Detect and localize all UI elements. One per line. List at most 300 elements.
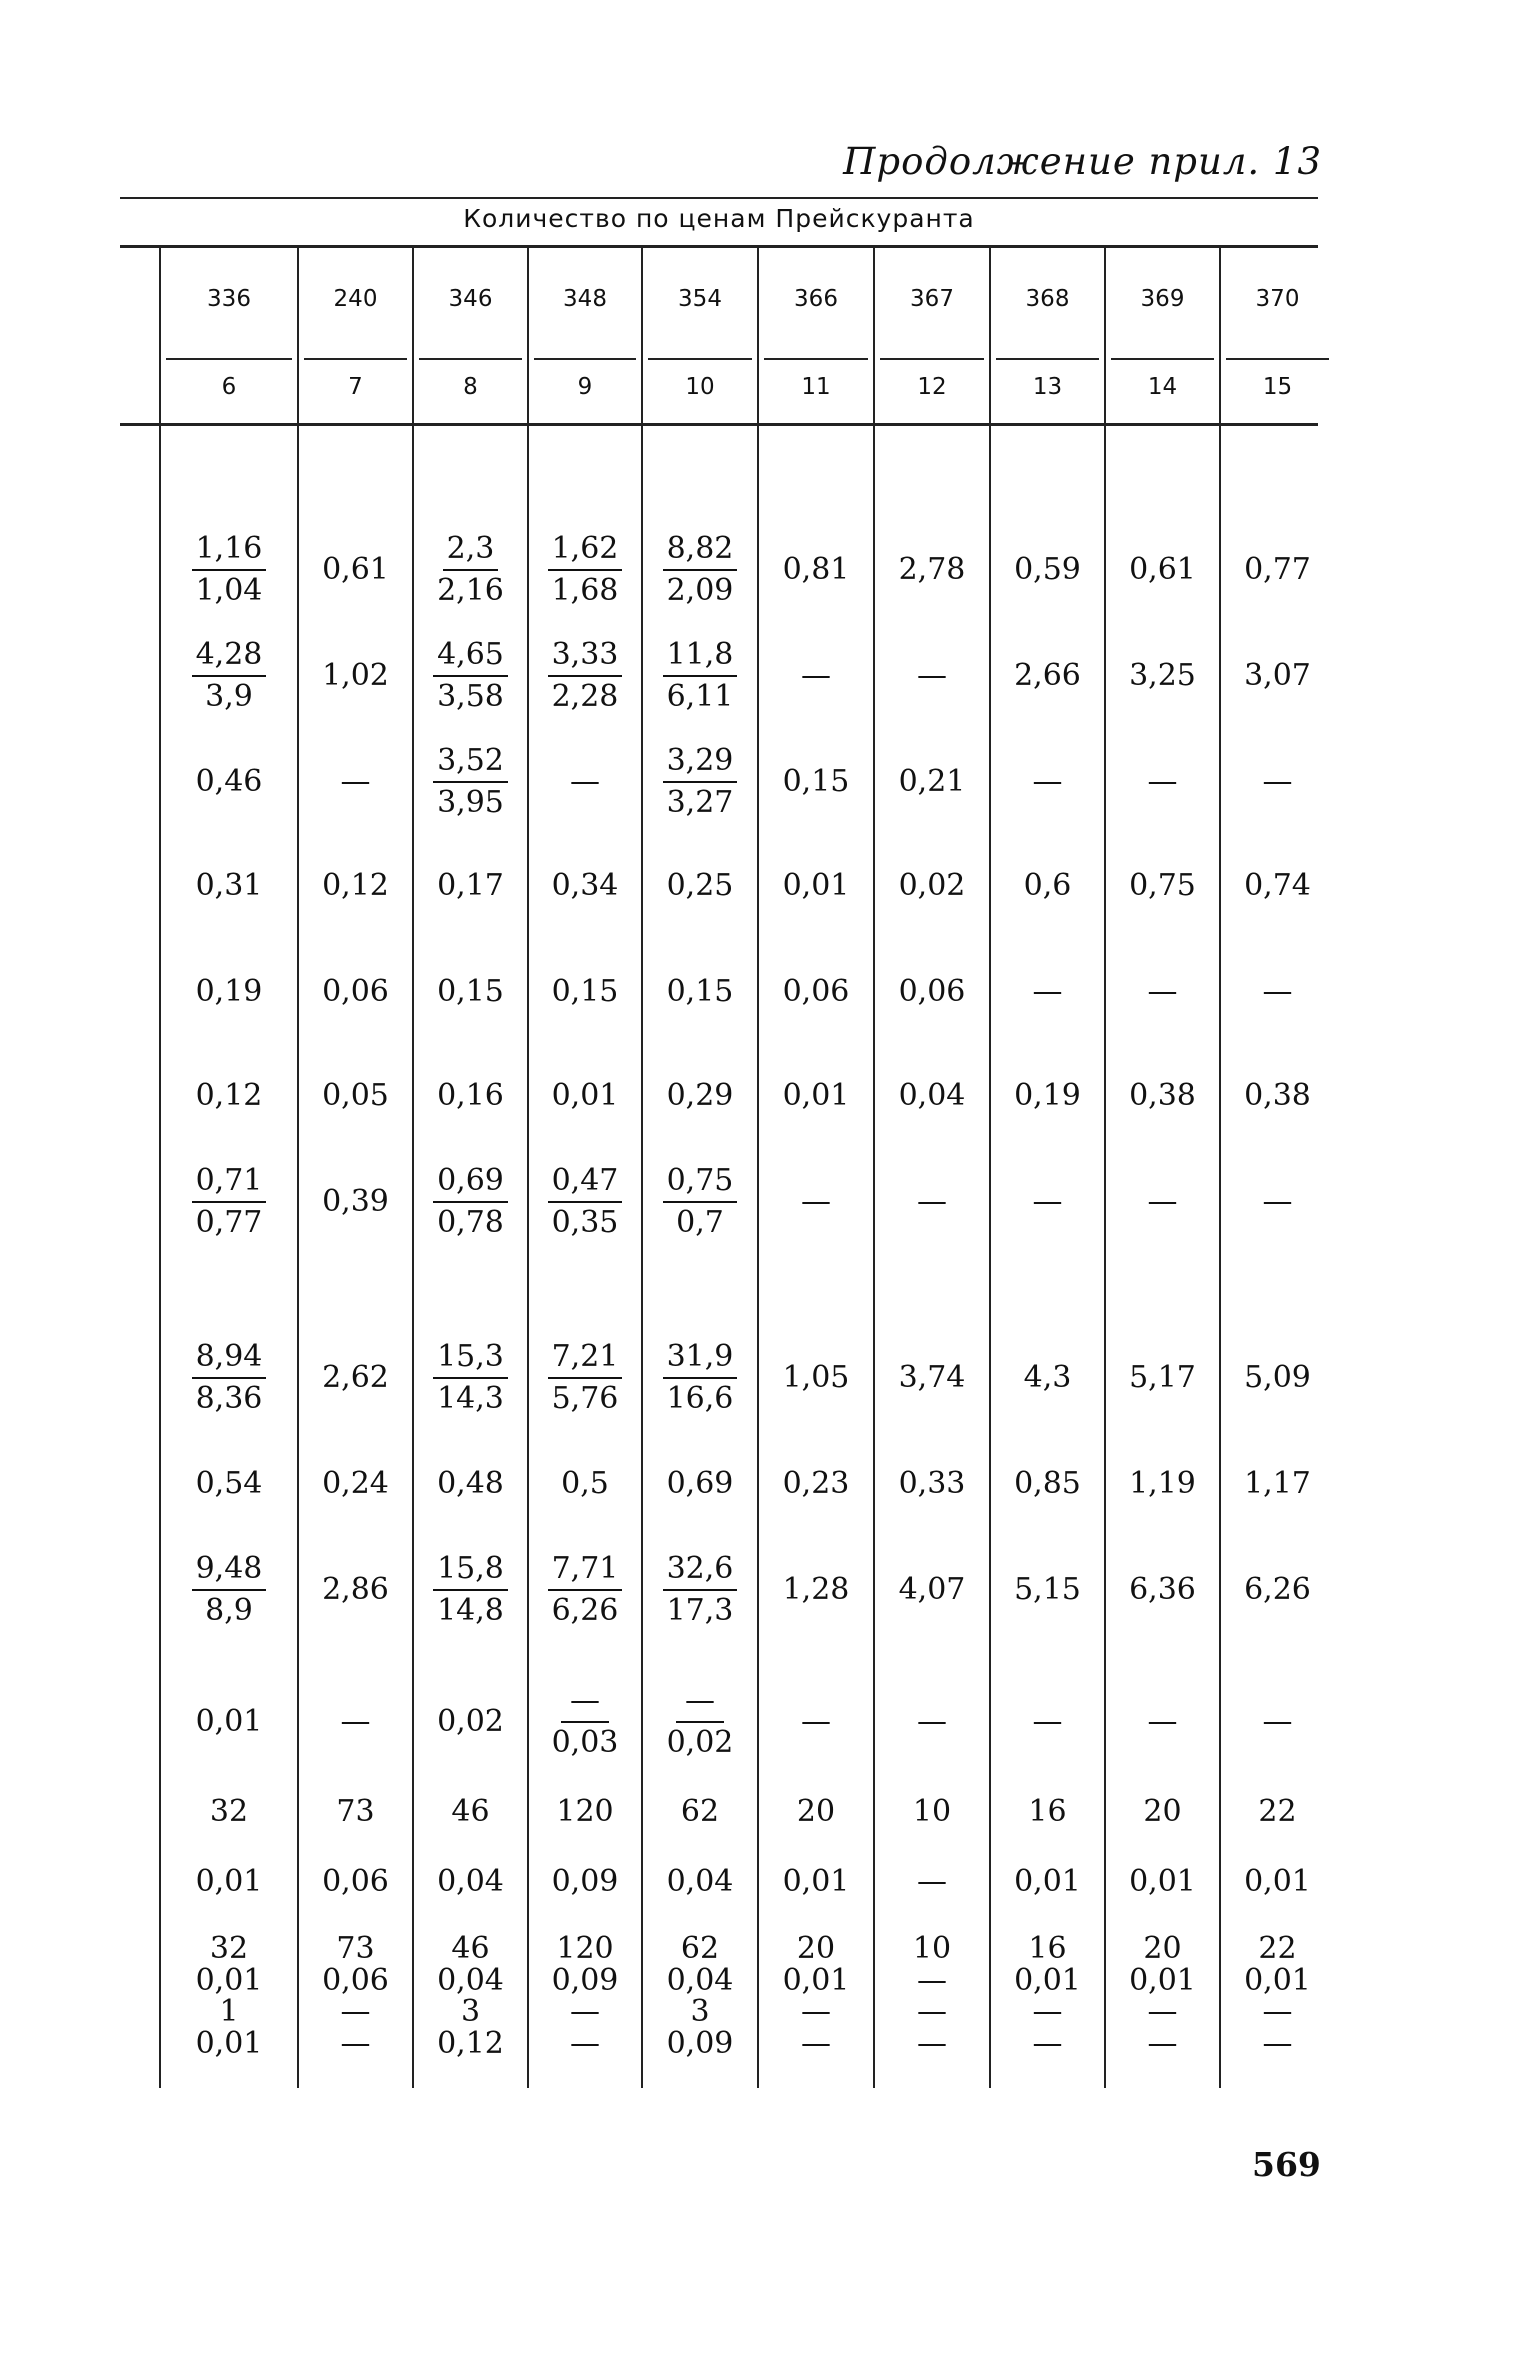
fraction-numerator: 2,3 — [443, 532, 499, 571]
cell-value: 0,81 — [782, 552, 850, 588]
fraction-value — [548, 638, 623, 713]
table-cell — [298, 1424, 413, 1544]
table-cell — [1105, 932, 1220, 1052]
table-cell — [642, 510, 758, 630]
table-cell — [990, 722, 1105, 842]
cell-value: 0,06 — [322, 974, 389, 1010]
table-cell — [528, 510, 642, 630]
table-cell — [990, 826, 1105, 946]
table-cell — [413, 826, 528, 946]
fraction-value — [433, 1552, 508, 1627]
fraction-denominator: 6,11 — [666, 679, 734, 714]
cell-line: 0,01 — [1244, 1962, 1311, 1998]
cell-line: — — [800, 1994, 831, 2029]
table-cell — [413, 1142, 528, 1262]
table-cell — [413, 932, 528, 1052]
fraction-denominator: 1,04 — [195, 573, 263, 608]
table-cell — [298, 1036, 413, 1156]
table-cell — [758, 722, 874, 842]
fraction-denominator: 3,58 — [437, 679, 504, 714]
fraction-denominator: 6,26 — [551, 1593, 619, 1628]
cell-line: 20 — [796, 1931, 836, 1966]
cell-value: 6,36 — [1129, 1572, 1196, 1608]
table-cell — [298, 616, 413, 736]
cell-value: 0,23 — [782, 1466, 850, 1502]
table-cell — [1220, 932, 1335, 1052]
fraction-value — [433, 1164, 508, 1239]
cell-value: 0,01 — [551, 1078, 619, 1114]
column-number: 8 — [463, 374, 478, 400]
table-cell — [758, 1036, 874, 1156]
table-cell — [528, 1142, 642, 1262]
table-cell — [160, 826, 298, 946]
cell-line: 0,04 — [437, 1962, 504, 1998]
table-cell — [990, 510, 1105, 630]
cell-stack — [667, 1933, 734, 2059]
table-cell — [528, 616, 642, 736]
table-cell — [298, 510, 413, 630]
cell-line: 0,06 — [322, 1962, 389, 1998]
fraction-denominator: 2,09 — [666, 573, 734, 608]
price-table — [160, 248, 1320, 2088]
cell-value: 0,39 — [322, 1184, 389, 1220]
cell-value: — — [1262, 1184, 1293, 1220]
cell-line: 3 — [690, 1994, 710, 2029]
cell-value: 0,6 — [1023, 868, 1072, 904]
fraction-numerator: 4,28 — [192, 638, 267, 677]
cell-line: — — [917, 1994, 947, 2029]
cell-value: 16 — [1028, 1794, 1067, 1830]
cell-stack — [913, 1933, 951, 2059]
table-cell — [874, 722, 990, 842]
cell-line: — — [1262, 2025, 1293, 2061]
cell-line: 0,01 — [195, 1962, 263, 1998]
cell-line: 0,09 — [666, 2025, 734, 2061]
fraction-value — [192, 638, 267, 713]
table-cell — [1220, 1142, 1335, 1262]
cell-line: — — [1147, 1994, 1178, 2029]
fraction-denominator: 0,02 — [666, 1725, 734, 1760]
fraction-numerator: 31,9 — [663, 1340, 738, 1379]
cell-value: — — [340, 764, 371, 800]
fraction-value — [548, 1684, 623, 1759]
top-rule — [120, 197, 1318, 199]
fraction-denominator: 0,77 — [195, 1205, 263, 1240]
cell-value: 0,54 — [195, 1466, 263, 1502]
table-cell — [874, 1916, 990, 2076]
cell-stack — [783, 1933, 850, 2059]
cell-value: — — [1032, 974, 1063, 1010]
table-cell — [160, 1142, 298, 1262]
cell-value: — — [1262, 764, 1293, 800]
table-cell — [758, 932, 874, 1052]
cell-value: — — [1147, 1184, 1178, 1220]
table-cell — [758, 616, 874, 736]
table-cell — [758, 1916, 874, 2076]
table-cell — [1105, 1036, 1220, 1156]
table-cell — [160, 1318, 298, 1438]
fraction-denominator: 5,76 — [551, 1381, 619, 1416]
table-cell — [642, 616, 758, 736]
table-cell — [413, 1530, 528, 1650]
table-cell — [874, 932, 990, 1052]
fraction-numerator: 32,6 — [663, 1552, 738, 1591]
table-cell — [413, 616, 528, 736]
cell-value: 0,04 — [898, 1078, 966, 1114]
cell-line: 32 — [209, 1931, 249, 1966]
fraction-numerator: 3,29 — [663, 744, 738, 783]
fraction-numerator: 11,8 — [663, 638, 738, 677]
fraction-denominator: 1,68 — [551, 573, 619, 608]
cell-line: — — [340, 2025, 371, 2061]
table-cell — [1220, 1318, 1335, 1438]
cell-value: 0,06 — [322, 1864, 389, 1900]
cell-value: 120 — [556, 1794, 614, 1830]
table-cell — [1220, 1916, 1335, 2076]
cell-line: — — [340, 1994, 371, 2029]
cell-line: 16 — [1028, 1931, 1067, 1966]
table-cell — [298, 932, 413, 1052]
cell-value: — — [1262, 974, 1293, 1010]
cell-line: — — [1032, 1994, 1063, 2029]
cell-value: 0,25 — [666, 868, 734, 904]
cell-value: 1,05 — [782, 1360, 850, 1396]
cell-line: 0,01 — [1014, 1962, 1081, 1998]
table-cell — [298, 1530, 413, 1650]
fraction-value — [192, 1340, 267, 1415]
header-separator — [648, 358, 752, 360]
cell-stack — [552, 1933, 619, 2059]
header-separator — [534, 358, 636, 360]
column-code: 367 — [910, 286, 954, 312]
table-cell — [758, 1424, 874, 1544]
cell-value: 20 — [1143, 1794, 1182, 1830]
cell-line: — — [1262, 1994, 1293, 2029]
table-cell — [413, 510, 528, 630]
cell-line: 10 — [912, 1931, 952, 1966]
column-code: 336 — [207, 286, 251, 312]
cell-value: 3,07 — [1244, 658, 1311, 694]
table-cell — [642, 1036, 758, 1156]
table-cell — [874, 1530, 990, 1650]
table-cell — [874, 826, 990, 946]
cell-value: 0,77 — [1244, 552, 1311, 588]
table-cell — [160, 1530, 298, 1650]
column-number: 12 — [917, 374, 947, 400]
table-cell — [990, 1036, 1105, 1156]
table-cell — [874, 1036, 990, 1156]
table-cell — [298, 1318, 413, 1438]
table-cell — [758, 826, 874, 946]
cell-value: 5,09 — [1244, 1360, 1311, 1396]
table-cell — [1220, 826, 1335, 946]
fraction-numerator: 3,52 — [433, 744, 508, 783]
column-number: 10 — [685, 374, 715, 400]
cell-value: — — [1147, 1704, 1178, 1740]
table-cell — [990, 1530, 1105, 1650]
cell-line: — — [1147, 2025, 1178, 2061]
table-cell — [642, 932, 758, 1052]
fraction-numerator: 3,33 — [548, 638, 623, 677]
table-cell — [413, 1424, 528, 1544]
cell-value: 0,01 — [1129, 1864, 1196, 1900]
cell-line: — — [1032, 2025, 1063, 2061]
cell-value: 0,46 — [195, 764, 263, 800]
fraction-numerator: 7,71 — [548, 1552, 623, 1591]
cell-value: 0,38 — [1129, 1078, 1196, 1114]
cell-value: 0,15 — [782, 764, 850, 800]
table-cell — [160, 616, 298, 736]
table-cell — [1105, 1916, 1220, 2076]
table-cell — [874, 1318, 990, 1438]
cell-stack — [1129, 1933, 1196, 2059]
table-cell — [160, 722, 298, 842]
column-code: 368 — [1025, 286, 1070, 312]
cell-value: 0,24 — [322, 1466, 389, 1502]
header-separator — [1226, 358, 1329, 360]
fraction-numerator: 1,62 — [548, 532, 623, 571]
cell-value: 0,01 — [782, 1864, 850, 1900]
cell-value: 0,85 — [1014, 1466, 1081, 1502]
fraction-numerator: 7,21 — [548, 1340, 623, 1379]
fraction-value — [548, 1164, 623, 1239]
fraction-numerator: 9,48 — [192, 1552, 267, 1591]
table-cell — [528, 826, 642, 946]
table-cell — [1220, 1424, 1335, 1544]
cell-stack — [437, 1933, 504, 2059]
table-cell — [298, 1916, 413, 2076]
cell-value: 0,01 — [1014, 1864, 1081, 1900]
column-number: 9 — [577, 374, 593, 400]
cell-value: 0,01 — [1244, 1864, 1311, 1900]
table-cell — [990, 1318, 1105, 1438]
cell-value: 0,74 — [1244, 868, 1311, 904]
table-cell — [1220, 722, 1335, 842]
table-cell — [1220, 510, 1335, 630]
column-code: 369 — [1140, 286, 1185, 312]
cell-stack — [1014, 1933, 1081, 2059]
table-cell — [160, 932, 298, 1052]
cell-value: 0,34 — [551, 868, 619, 904]
fraction-value — [663, 1684, 738, 1759]
fraction-numerator: 15,3 — [433, 1340, 508, 1379]
column-number: 14 — [1147, 374, 1178, 400]
table-cell — [160, 1036, 298, 1156]
column-number: 7 — [348, 374, 363, 400]
table-cell — [990, 616, 1105, 736]
cell-line: — — [569, 2025, 600, 2061]
table-cell — [874, 1424, 990, 1544]
fraction-denominator: 14,3 — [437, 1381, 504, 1416]
cell-value: — — [1032, 764, 1063, 800]
fraction-numerator: 1,16 — [192, 532, 267, 571]
cell-value: 3,74 — [898, 1360, 966, 1396]
fraction-value — [663, 1552, 738, 1627]
fraction-numerator: 0,71 — [192, 1164, 267, 1203]
cell-value: — — [340, 1704, 371, 1740]
table-cell — [160, 1424, 298, 1544]
cell-value: — — [801, 658, 831, 694]
fraction-denominator: 17,3 — [666, 1593, 734, 1628]
fraction-numerator: 8,82 — [663, 532, 738, 571]
cell-value: 0,06 — [898, 974, 966, 1010]
table-cell — [1220, 1530, 1335, 1650]
cell-line: 0,12 — [437, 2025, 504, 2061]
table-cell — [298, 826, 413, 946]
cell-value: 2,86 — [322, 1572, 389, 1608]
cell-value: 10 — [912, 1794, 952, 1830]
cell-value: 0,69 — [666, 1466, 734, 1502]
cell-value: 4,3 — [1023, 1360, 1072, 1396]
fraction-value — [433, 532, 508, 607]
fraction-denominator: 0,03 — [551, 1725, 619, 1760]
cell-value: 46 — [451, 1794, 490, 1830]
cell-value: — — [917, 658, 947, 694]
fraction-value — [433, 638, 508, 713]
cell-value: 0,02 — [437, 1704, 504, 1740]
table-cell — [758, 1142, 874, 1262]
cell-value: 0,16 — [437, 1078, 504, 1114]
fraction-denominator: 0,7 — [676, 1205, 724, 1240]
table-cell — [990, 1424, 1105, 1544]
cell-value: 0,75 — [1129, 868, 1196, 904]
table-cell — [1105, 722, 1220, 842]
column-number: 13 — [1032, 374, 1063, 400]
table-cell — [1220, 616, 1335, 736]
cell-value: 0,04 — [666, 1864, 734, 1900]
cell-value: 73 — [336, 1794, 375, 1830]
cell-value: 0,19 — [1014, 1078, 1081, 1114]
cell-value: 62 — [680, 1794, 720, 1830]
cell-value: — — [1147, 974, 1178, 1010]
fraction-value — [663, 532, 738, 607]
fraction-denominator: 3,27 — [666, 785, 734, 820]
table-cell — [528, 1530, 642, 1650]
column-number: 11 — [801, 374, 831, 400]
table-cell — [642, 722, 758, 842]
cell-line: 46 — [451, 1931, 490, 1966]
cell-value: 0,61 — [322, 552, 389, 588]
table-cell — [1105, 826, 1220, 946]
table-cell — [1105, 1424, 1220, 1544]
cell-line: 0,01 — [782, 1962, 850, 1998]
cell-line: 20 — [1143, 1931, 1182, 1966]
cell-value: 0,48 — [437, 1466, 504, 1502]
fraction-value — [433, 744, 508, 819]
cell-value: 0,05 — [322, 1078, 389, 1114]
fraction-numerator: 0,47 — [548, 1164, 623, 1203]
cell-value: 1,02 — [322, 658, 389, 694]
cell-line: — — [917, 1962, 947, 1998]
cell-line: 22 — [1258, 1931, 1297, 1966]
cell-value: 0,15 — [437, 974, 504, 1010]
cell-value: — — [1262, 1704, 1293, 1740]
header-separator — [1111, 358, 1214, 360]
cell-line: 0,01 — [195, 2025, 263, 2061]
fraction-denominator: 0,35 — [551, 1205, 619, 1240]
column-code: 370 — [1255, 286, 1300, 312]
fraction-value — [192, 1164, 267, 1239]
cell-value: 2,66 — [1014, 658, 1081, 694]
fraction-numerator: 0,69 — [433, 1164, 508, 1203]
cell-line: 3 — [460, 1994, 481, 2029]
cell-value: 3,25 — [1129, 658, 1196, 694]
cell-value: 5,17 — [1129, 1360, 1196, 1396]
fraction-value — [548, 1340, 623, 1415]
table-cell — [758, 1530, 874, 1650]
cell-stack — [1244, 1933, 1311, 2059]
cell-line: — — [569, 1994, 600, 2029]
cell-value: 0,29 — [666, 1078, 734, 1114]
cell-line: 73 — [336, 1931, 375, 1966]
cell-value: 4,07 — [898, 1572, 966, 1608]
cell-value: — — [1032, 1184, 1063, 1220]
cell-value: 32 — [209, 1794, 249, 1830]
cell-value: 0,38 — [1244, 1078, 1311, 1114]
cell-value: 1,28 — [782, 1572, 850, 1608]
table-cell — [528, 1916, 642, 2076]
table-cell — [642, 1424, 758, 1544]
table-cell — [758, 1318, 874, 1438]
table-cell — [874, 510, 990, 630]
fraction-value — [433, 1340, 508, 1415]
column-code: 366 — [794, 286, 838, 312]
header-separator — [880, 358, 984, 360]
table-cell — [413, 1036, 528, 1156]
column-code: 346 — [448, 286, 493, 312]
table-cell — [1105, 1318, 1220, 1438]
cell-value: 1,19 — [1129, 1466, 1196, 1502]
fraction-denominator: 3,9 — [205, 679, 253, 714]
cell-value: — — [570, 764, 600, 800]
cell-value: 0,19 — [195, 974, 263, 1010]
table-cell — [413, 722, 528, 842]
cell-value: 0,04 — [437, 1864, 504, 1900]
cell-value: 2,62 — [322, 1360, 389, 1396]
fraction-numerator: — — [561, 1684, 609, 1723]
cell-value: 0,59 — [1014, 552, 1081, 588]
table-cell — [990, 932, 1105, 1052]
cell-line: 0,09 — [551, 1962, 619, 1998]
cell-value: — — [917, 1704, 947, 1740]
fraction-numerator: 15,8 — [433, 1552, 508, 1591]
fraction-numerator: — — [676, 1684, 724, 1723]
fraction-denominator: 2,28 — [551, 679, 619, 714]
continuation-caption: Продолжение прил. 13 — [843, 140, 1322, 183]
fraction-value — [548, 1552, 623, 1627]
cell-value: 6,26 — [1244, 1572, 1311, 1608]
cell-value: 0,01 — [782, 868, 850, 904]
page-number: 569 — [1252, 2145, 1321, 2184]
table-cell — [528, 1036, 642, 1156]
table-cell — [1105, 1530, 1220, 1650]
fraction-numerator: 8,94 — [192, 1340, 267, 1379]
table-cell — [642, 1916, 758, 2076]
column-number: 15 — [1262, 374, 1293, 400]
cell-stack — [322, 1933, 389, 2059]
cell-value: 0,12 — [322, 868, 389, 904]
table-cell — [642, 826, 758, 946]
cell-value: 0,01 — [195, 1704, 263, 1740]
table-cell — [413, 1318, 528, 1438]
cell-value: 0,12 — [195, 1078, 263, 1114]
table-cell — [642, 1530, 758, 1650]
table-cell — [528, 1318, 642, 1438]
table-cell — [298, 722, 413, 842]
cell-line: 62 — [680, 1931, 720, 1966]
cell-value: 0,02 — [898, 868, 966, 904]
table-cell — [990, 1142, 1105, 1262]
